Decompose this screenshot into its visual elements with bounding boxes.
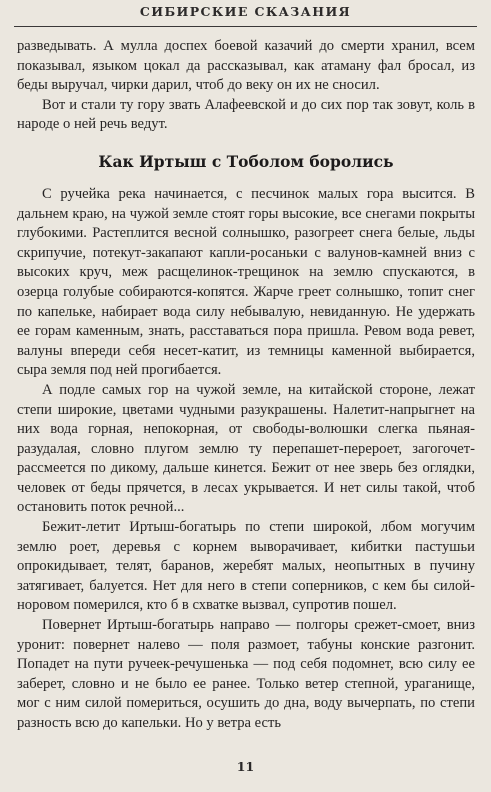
running-title: СИБИРСКИЕ СКАЗАНИЯ (139, 4, 352, 19)
paragraph: Вот и стали ту гору звать Алафеевской и до сих пор так зовут, коль в народе о ней речь ведут. (17, 96, 475, 133)
header-rule (14, 26, 477, 27)
page-text (17, 37, 475, 734)
continued-paragraph: разведывать. А мулла доспех боевой казачий до смерти хранил, всем показывал, языком цокал да рассказывал, как атаману фал бросал, из беды выручал, чирки дарил, чтоб до веку он их не сносил. (17, 38, 475, 94)
paragraph: С ручейка река начинается, с песчинок малых гора высится. В дальнем краю, на чужой земле стоят горы высокие, все снегами покрыты глубокими. Растеплится весной солнышко, разогреет снега белые, льды скрипучие, потекут-закапают капли-росаньки с валунов-камней вниз с высоких круч, меж расщелинок-трещинок на землю спускаются, в озерца голубые собираются-копятся. Жарче греет солнышко, топит снег по капельке, набирает вода силу небывалую, невиданную. Не удержать ее горам каменным, знать, расставаться пора пришла. Ревом вода ревет, валуны впереди себя несет-катит, из темницы каменной выбирается, сыра земля под ней прогибается. (17, 185, 475, 379)
page-number: 11 (236, 759, 255, 774)
paragraph: Повернет Иртыш-богатырь направо — полгоры срежет-смоет, вниз уронит: повернет налево — поля размоет, табуны конские разгонит. Попадет на пути ручеек-речушенька — под себя подомнет, всю силу ее заберет, словно и не было ее ранее. Только ветер степной, ураганище, мог с ним силой помериться, осушить до дна, воду вычерпать, по степи разность всю до капельки. Но у ветра есть (17, 617, 475, 731)
paragraph: Бежит-летит Иртыш-богатырь по степи широкой, лбом могучим землю роет, деревья с корнем выворачивает, кибитки пастушьи опрокидывает, телят, баранов, жеребят малых, неопытных в пучину затягивает, балуется. Нет для него в степи соперников, с кем бы силой-норовом померился, кто б в схватке вызвал, супротив пошел. (17, 519, 475, 614)
section-title: Как Иртыш с Тоболом боролись (98, 151, 394, 171)
paragraph: А подле самых гор на чужой земле, на китайской стороне, лежат степи широкие, цветами чудными разукрашены. Налетит-напрыгнет на них вода горная, непокорная, от свободы-волюшки слегка пьяная-разудалая, словно плугом землю ту перепашет-перероет, загогочет-рассмеется по дикому, дальше кинется. Бежит от нее зверь без оглядки, человек от беды прячется, в лесах укрывается. И нет силы такой, чтоб остановить поток речной... (17, 381, 475, 516)
